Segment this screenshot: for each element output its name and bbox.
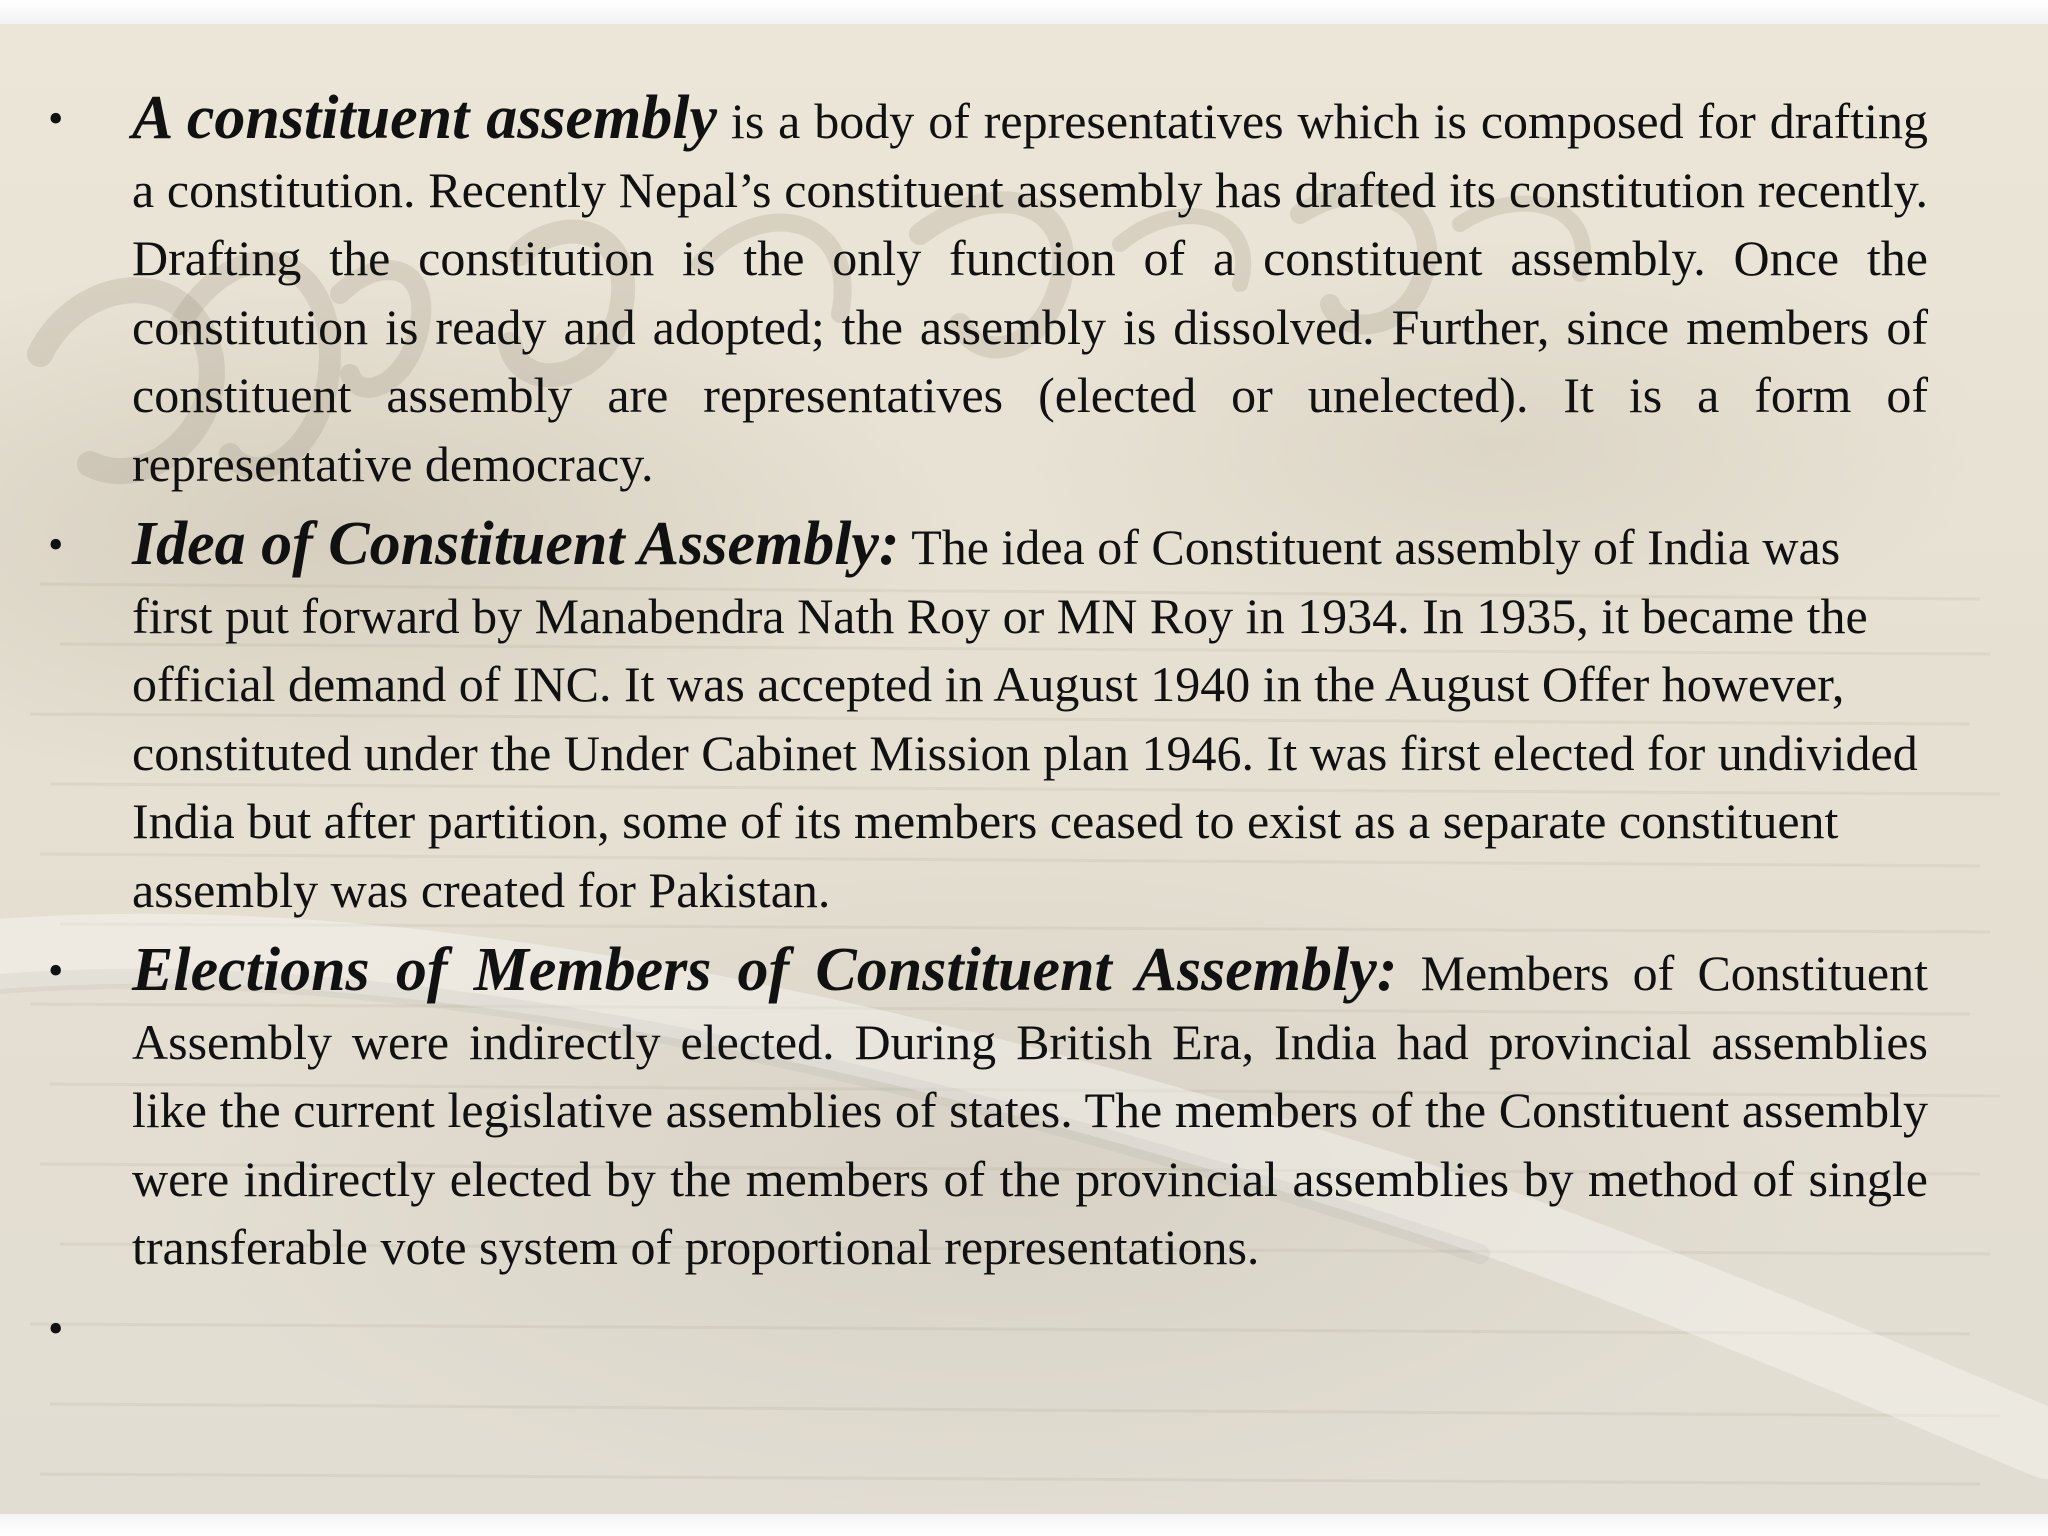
bullet-heading: Elections of Members of Constituent Assembly: bbox=[132, 936, 1398, 1004]
bottom-strip bbox=[0, 1514, 2048, 1536]
bullet-item-idea-of-constituent-assembly bbox=[48, 510, 1928, 924]
bullet-paragraph bbox=[132, 936, 1928, 1282]
bullet-item-empty bbox=[48, 1294, 1928, 1362]
bullet-paragraph bbox=[132, 510, 1928, 924]
bullet-text: The idea of Constituent assembly of India was first put forward by Manabendra Nath Roy or MN Roy in 1934. In 1935, it became the official demand of INC. It was accepted in August 1940 in the August Offer however, constituted under the Under Cabinet Mission plan 1946. It was first elected for undivided India but after partition, some of its members ceased to exist as a separate constituent assembly was created for Pakistan. bbox=[132, 519, 1918, 918]
slide-body bbox=[48, 84, 1928, 1362]
bullet-item-constituent-assembly bbox=[48, 84, 1928, 498]
bullet-item-elections-of-members bbox=[48, 936, 1928, 1282]
bullet-heading: A constituent assembly bbox=[132, 84, 718, 152]
slide bbox=[0, 24, 2048, 1514]
bullet-icon: • bbox=[48, 94, 64, 143]
bullet-text: is a body of representatives which is composed for drafting a constitution. Recently Nepal’s constituent assembly has drafted its constitution recently. Drafting the constitution is the only function of a constituent assembly. Once the constitution is ready and adopted; the assembly is dissolved. Further, since members of constituent assembly are representatives (elected or unelected). It is a form of representative democracy. bbox=[132, 93, 1928, 492]
bullet-icon: • bbox=[48, 1303, 64, 1353]
bullet-icon: • bbox=[48, 520, 64, 569]
bullet-heading: Idea of Constituent Assembly: bbox=[132, 510, 900, 578]
bullet-paragraph bbox=[132, 84, 1928, 498]
bullet-text: Members of Constituent Assembly were indirectly elected. During British Era, India had provincial assemblies like the current legislative assemblies of states. The members of the Constituent assembly were indirectly elected by the members of the provincial assemblies by method of single transferable vote system of proportional representations. bbox=[132, 945, 1929, 1275]
bullet-icon: • bbox=[48, 946, 64, 995]
top-strip bbox=[0, 0, 2048, 24]
